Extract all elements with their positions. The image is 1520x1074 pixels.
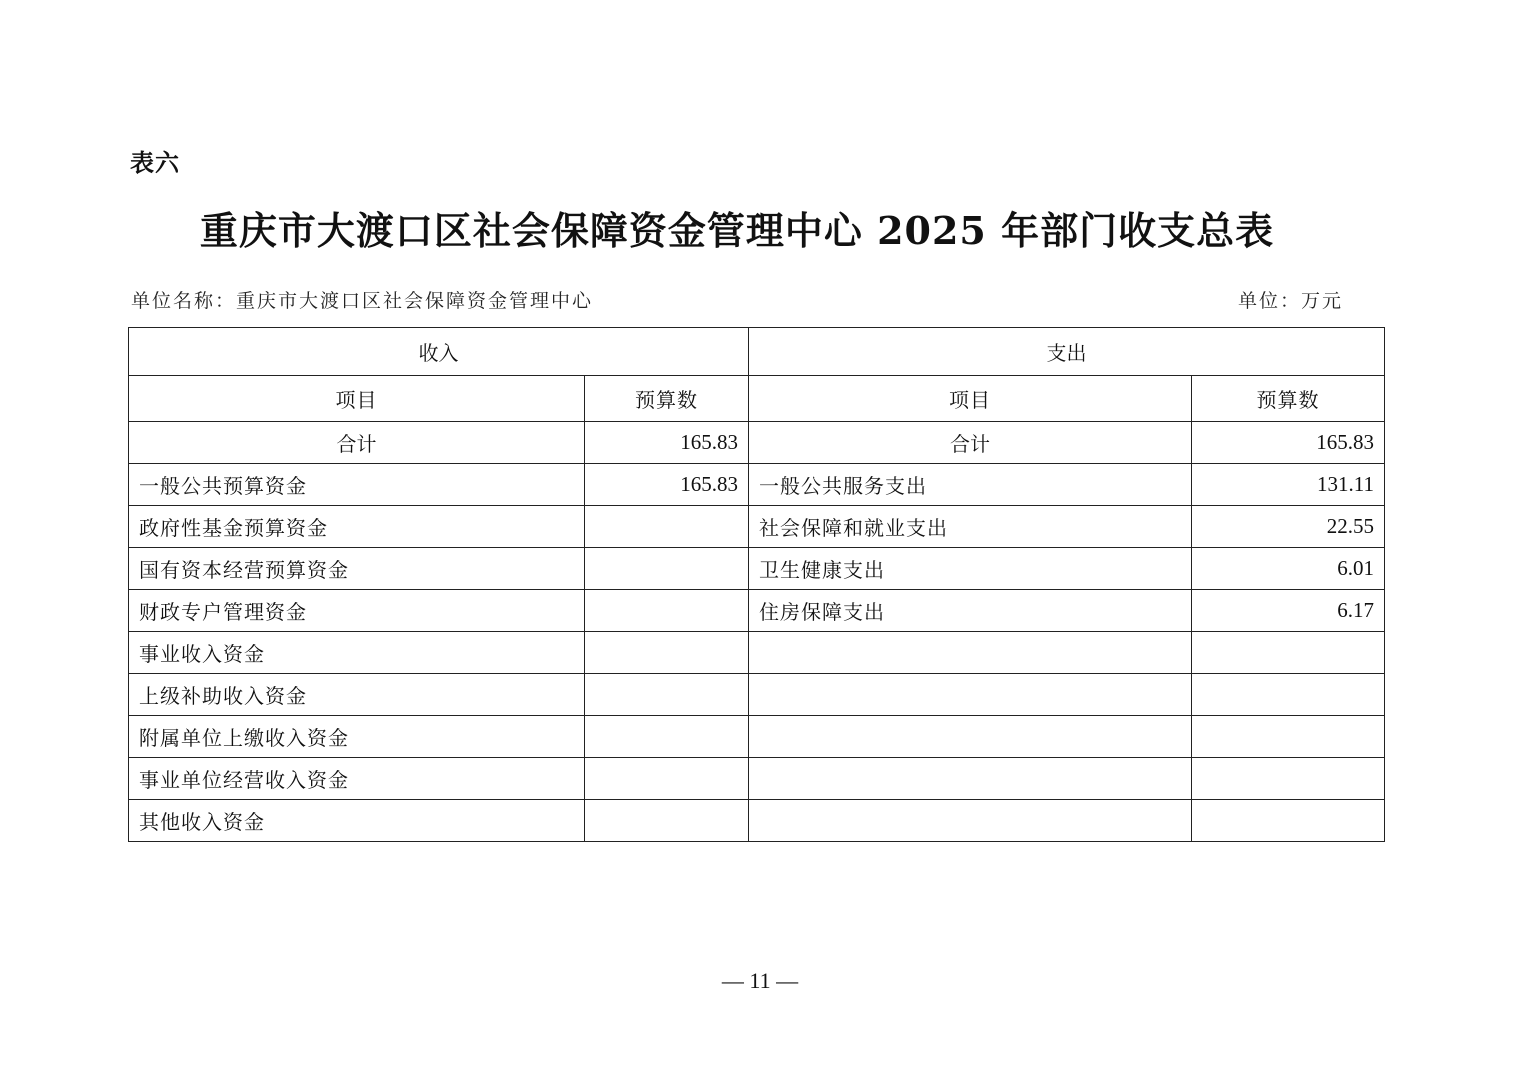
income-item: 事业单位经营收入资金 [129,758,585,800]
section-header-row [129,328,1385,376]
expense-item [749,632,1192,674]
budget-summary-table [128,327,1385,842]
expense-section-header: 支出 [749,328,1385,376]
unit-label: 单位：万元 [1237,290,1343,312]
income-item: 上级补助收入资金 [129,674,585,716]
income-total-label: 合计 [129,422,585,464]
expense-budget-column-header: 预算数 [1192,376,1385,422]
expense-value: 22.55 [1192,506,1385,548]
income-item: 国有资本经营预算资金 [129,548,585,590]
income-value [585,800,749,842]
expense-total-label: 合计 [749,422,1192,464]
income-item: 附属单位上缴收入资金 [129,716,585,758]
income-value [585,590,749,632]
expense-value [1192,632,1385,674]
expense-value [1192,674,1385,716]
expense-item: 社会保障和就业支出 [749,506,1192,548]
table-body [129,328,1385,842]
expense-item: 一般公共服务支出 [749,464,1192,506]
income-value: 165.83 [585,464,749,506]
expense-item [749,716,1192,758]
income-section-header: 收入 [129,328,749,376]
table-row [129,716,1385,758]
document-title: 重庆市大渡口区社会保障资金管理中心 2025 年部门收支总表 [199,208,1275,253]
expense-item: 卫生健康支出 [749,548,1192,590]
table-row [129,548,1385,590]
expense-item [749,674,1192,716]
income-value [585,506,749,548]
table-row [129,464,1385,506]
table-row [129,590,1385,632]
expense-value [1192,800,1385,842]
expense-item-column-header: 项目 [749,376,1192,422]
expense-item: 住房保障支出 [749,590,1192,632]
table-row [129,674,1385,716]
table-row [129,632,1385,674]
table-label: 表六 [130,148,180,177]
unit-name: 单位名称：重庆市大渡口区社会保障资金管理中心 [131,290,594,312]
income-item: 事业收入资金 [129,632,585,674]
expense-total-value: 165.83 [1192,422,1385,464]
table-row [129,506,1385,548]
income-value [585,716,749,758]
expense-value: 6.17 [1192,590,1385,632]
income-item-column-header: 项目 [129,376,585,422]
column-header-row [129,376,1385,422]
income-budget-column-header: 预算数 [585,376,749,422]
income-item: 财政专户管理资金 [129,590,585,632]
total-row [129,422,1385,464]
income-value [585,632,749,674]
expense-value: 131.11 [1192,464,1385,506]
expense-value: 6.01 [1192,548,1385,590]
expense-item [749,800,1192,842]
income-value [585,674,749,716]
expense-item [749,758,1192,800]
income-item: 政府性基金预算资金 [129,506,585,548]
meta-row [131,286,1343,312]
income-value [585,758,749,800]
income-total-value: 165.83 [585,422,749,464]
table-row [129,800,1385,842]
page-number: — 11 — [721,968,799,993]
income-item: 其他收入资金 [129,800,585,842]
expense-value [1192,716,1385,758]
income-item: 一般公共预算资金 [129,464,585,506]
income-value [585,548,749,590]
table-row [129,758,1385,800]
expense-value [1192,758,1385,800]
